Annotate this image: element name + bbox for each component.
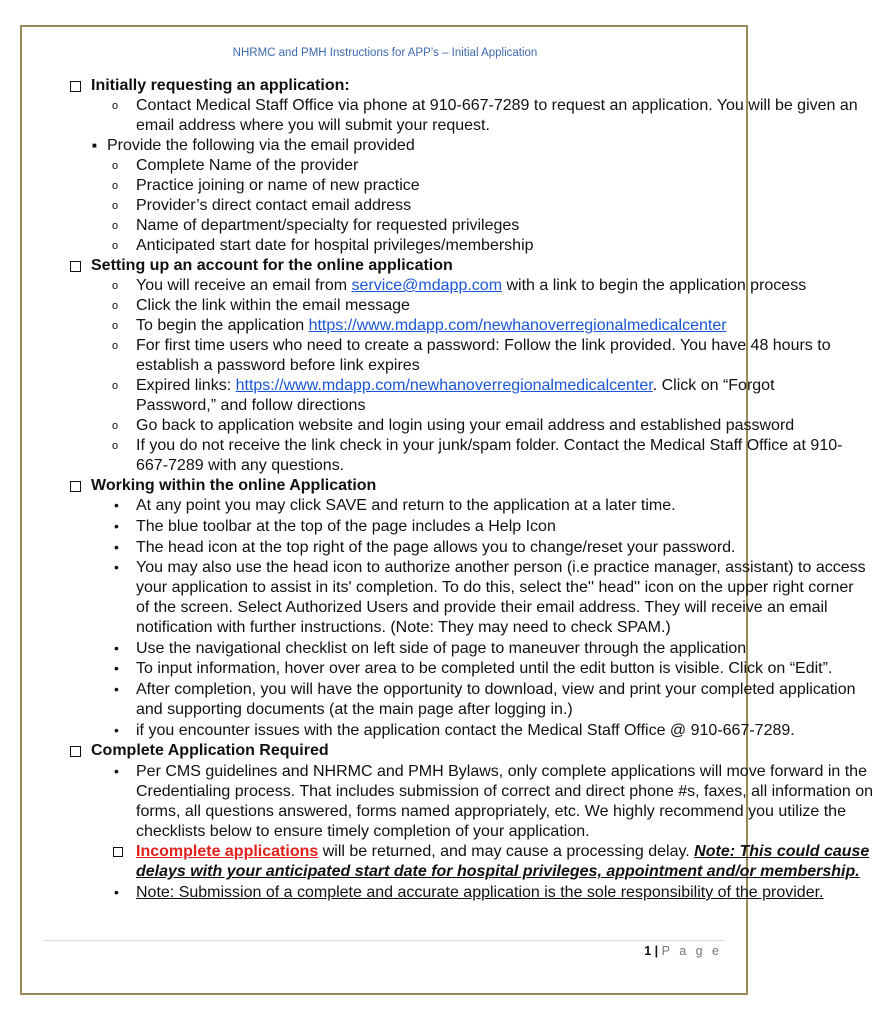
list-item-continuation: notification with further instructions. (Note: They may need to check SPAM.): [136, 619, 671, 636]
checkbox-initial-request[interactable]: [70, 81, 81, 92]
list-item: If you do not receive the link check in your junk/spam folder. Contact the Medical Staff Office at 910-: [136, 437, 843, 454]
page-number: 1: [644, 944, 652, 958]
list-item: Complete Name of the provider: [136, 157, 359, 174]
checkbox-working-online[interactable]: [70, 481, 81, 492]
list-item: [136, 378, 775, 394]
list-item: [136, 844, 869, 860]
list-item: Provider’s direct contact email address: [136, 197, 412, 214]
checkbox-complete-application[interactable]: [70, 746, 81, 757]
text: You will receive an email from: [136, 277, 352, 294]
circle-bullet-icon: o: [112, 220, 119, 232]
list-item-continuation: forms, all questions answered, forms named appropriately, etc. We highly recommend you utilize the: [136, 803, 846, 820]
page-footer: [644, 944, 722, 958]
circle-bullet-icon: o: [112, 380, 119, 392]
section-title: Working within the online Application: [91, 477, 377, 494]
circle-bullet-icon: o: [112, 240, 119, 252]
circle-bullet-icon: o: [112, 180, 119, 192]
list-item-continuation: Password,” and follow directions: [136, 397, 366, 414]
list-item: After completion, you will have the opportunity to download, view and print your completed application: [136, 681, 856, 698]
circle-bullet-icon: o: [112, 340, 119, 352]
list-item: You may also use the head icon to authorize another person (i.e practice manager, assistant) to access: [136, 559, 866, 576]
list-item: Provide the following via the email provided: [107, 137, 415, 154]
expired-links-url-link[interactable]: https://www.mdapp.com/newhanoverregionalmedicalcenter: [235, 377, 653, 394]
text: with a link to begin the application process: [502, 277, 807, 294]
footer-separator: |: [654, 944, 659, 958]
list-item: Note: Submission of a complete and accurate application is the sole responsibility of the provider.: [136, 884, 824, 901]
list-item: Click the link within the email message: [136, 297, 410, 314]
circle-bullet-icon: o: [112, 100, 119, 112]
section-title: Initially requesting an application:: [91, 77, 350, 94]
list-item: Anticipated start date for hospital privileges/membership: [136, 237, 534, 254]
text: will be returned, and may cause a processing delay.: [318, 843, 695, 860]
circle-bullet-icon: o: [112, 320, 119, 332]
text: . Click on “Forgot: [652, 377, 775, 394]
bullet-icon: •: [114, 640, 119, 656]
list-item-continuation: delays with your anticipated start date for hospital privileges, appointment and/or membership.: [136, 863, 860, 880]
section-title: Complete Application Required: [91, 742, 329, 759]
bullet-icon: •: [114, 559, 119, 575]
list-item: Go back to application website and login using your email address and established password: [136, 417, 795, 434]
circle-bullet-icon: o: [112, 160, 119, 172]
list-item: The blue toolbar at the top of the page includes a Help Icon: [136, 518, 556, 535]
bullet-icon: •: [114, 763, 119, 779]
service-email-link[interactable]: service@mdapp.com: [351, 277, 503, 294]
section-title: Setting up an account for the online application: [91, 257, 453, 274]
list-item: Name of department/specialty for requested privileges: [136, 217, 520, 234]
bullet-icon: •: [114, 681, 119, 697]
circle-bullet-icon: o: [112, 200, 119, 212]
list-item-continuation: of the screen. Select Authorized Users and provide their email address. They will receive an email: [136, 599, 828, 616]
list-item-continuation: Credentialing process. That includes submission of correct and direct phone #s, faxes, all information on: [136, 783, 873, 800]
list-item: For first time users who need to create a password: Follow the link provided. You have 48 hours to: [136, 337, 831, 354]
circle-bullet-icon: o: [112, 420, 119, 432]
list-item-continuation: email address where you will submit your request.: [136, 117, 490, 134]
list-item-continuation: 667-7289 with any questions.: [136, 457, 345, 474]
bullet-icon: •: [114, 884, 119, 900]
list-item: [136, 318, 727, 334]
list-item: Per CMS guidelines and NHRMC and PMH Bylaws, only complete applications will move forward in the: [136, 763, 867, 780]
list-item: Contact Medical Staff Office via phone at 910-667-7289 to request an application. You will be given an: [136, 97, 858, 114]
list-item: Practice joining or name of new practice: [136, 177, 420, 194]
bullet-icon: •: [114, 518, 119, 534]
circle-bullet-icon: o: [112, 440, 119, 452]
list-item: To input information, hover over area to be completed until the edit button is visible. Click on “Edit”.: [136, 660, 833, 677]
checkbox-account-setup[interactable]: [70, 261, 81, 272]
bullet-icon: •: [114, 660, 119, 676]
list-item-continuation: and supporting documents (at the main page after logging in.): [136, 701, 573, 718]
list-item: The head icon at the top right of the page allows you to change/reset your password.: [136, 539, 736, 556]
list-item: [136, 278, 806, 294]
list-item: Use the navigational checklist on left side of page to maneuver through the application: [136, 640, 747, 657]
incomplete-applications-text: Incomplete applications: [136, 843, 319, 860]
square-bullet-icon: ■: [92, 141, 97, 150]
bullet-icon: •: [114, 722, 119, 738]
bullet-icon: •: [114, 539, 119, 555]
bullet-icon: •: [114, 497, 119, 513]
checkbox-incomplete[interactable]: [113, 847, 123, 857]
text: To begin the application: [136, 317, 309, 334]
list-item: if you encounter issues with the application contact the Medical Staff Office @ 910-667-7289.: [136, 722, 795, 739]
application-url-link[interactable]: https://www.mdapp.com/newhanoverregionalmedicalcenter: [308, 317, 727, 334]
list-item-continuation: checklists below to ensure timely completion of your application.: [136, 823, 590, 840]
note-text: Note: This could cause: [694, 843, 870, 860]
list-item: At any point you may click SAVE and return to the application at a later time.: [136, 497, 676, 514]
page-word: P a g e: [661, 944, 722, 958]
circle-bullet-icon: o: [112, 280, 119, 292]
list-item-continuation: your application to assist in its' completion. To do this, select the'' head'' icon on the upper right corner: [136, 579, 854, 596]
document-header: NHRMC and PMH Instructions for APP’s – Initial Application: [232, 47, 538, 59]
text: Expired links:: [136, 377, 236, 394]
circle-bullet-icon: o: [112, 300, 119, 312]
footer-divider: [44, 940, 724, 941]
list-item-continuation: establish a password before link expires: [136, 357, 420, 374]
